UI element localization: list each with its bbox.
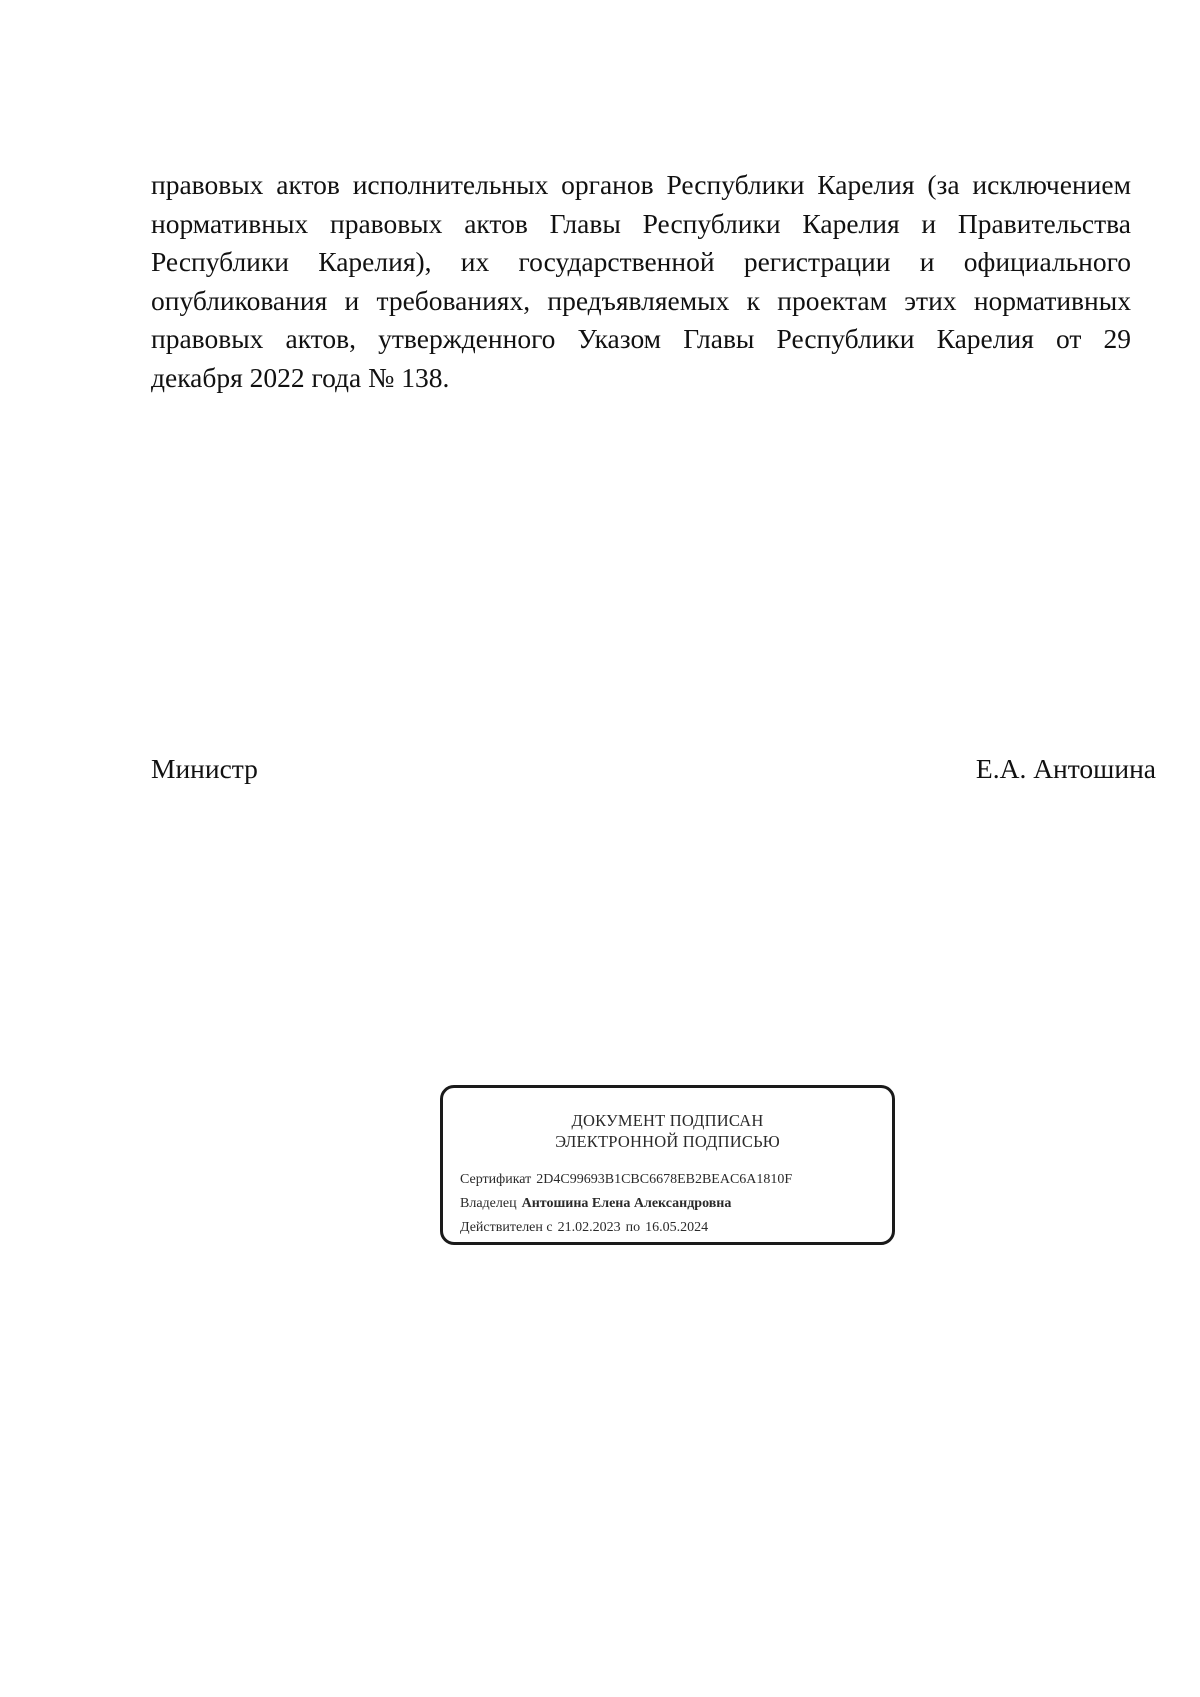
- body-line: декабря 2022 года № 138.: [151, 361, 450, 393]
- owner-value: Антошина Елена Александровна: [521, 1196, 732, 1211]
- stamp-title-line: ДОКУМЕНТ ПОДПИСАН: [571, 1111, 764, 1130]
- body-paragraph: [151, 166, 1131, 397]
- valid-to-label: по: [625, 1220, 641, 1235]
- body-line: Республики Карелия), их государственной регистрации и официального: [151, 246, 1131, 277]
- signer-position: Министр: [151, 753, 258, 784]
- owner-label: Владелец: [460, 1196, 517, 1211]
- certificate-label: Сертификат: [460, 1172, 532, 1187]
- valid-label: Действителен с: [460, 1220, 553, 1235]
- stamp-title-line: ЭЛЕКТРОННОЙ ПОДПИСЬЮ: [555, 1132, 780, 1151]
- electronic-signature-stamp: [440, 1085, 895, 1245]
- body-line: правовых актов, утвержденного Указом Главы Республики Карелия от 29: [151, 323, 1131, 354]
- body-line: нормативных правовых актов Главы Республики Карелия и Правительства: [151, 207, 1131, 239]
- signer-name: Е.А. Антошина: [975, 753, 1156, 784]
- body-line: опубликования и требованиях, предъявляемых к проектам этих нормативных: [151, 284, 1131, 316]
- body-line: правовых актов исполнительных органов Республики Карелия (за исключением: [151, 169, 1131, 200]
- owner-row: [460, 1192, 792, 1216]
- certificate-value: 2D4C99693B1CBC6678EB2BEAC6A1810F: [536, 1172, 793, 1187]
- valid-from: 21.02.2023: [557, 1220, 621, 1235]
- stamp-details: [460, 1168, 792, 1240]
- valid-to: 16.05.2024: [645, 1220, 709, 1235]
- stamp-title: [443, 1110, 892, 1152]
- certificate-row: [460, 1168, 792, 1192]
- validity-row: [460, 1216, 792, 1240]
